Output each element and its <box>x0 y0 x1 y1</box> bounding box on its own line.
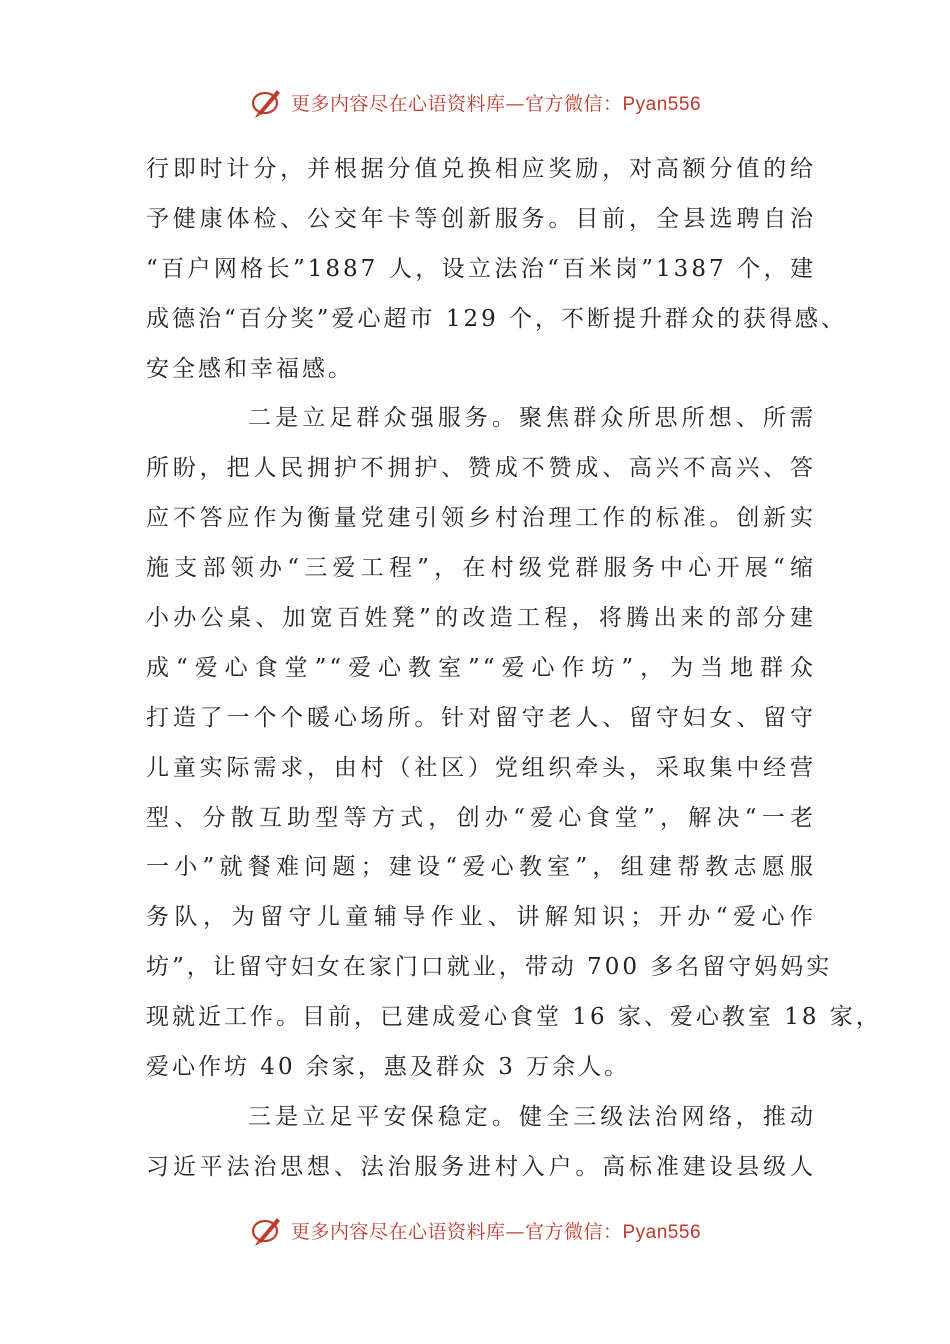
body-line-17: 坊”，让留守妇女在家门口就业，带动 700 多名留守妈妈实 <box>146 954 833 981</box>
body-line-6: 二是立足群众强服务。聚焦群众所思所想、所需 <box>248 405 816 432</box>
body-line-9: 施支部领办“三爱工程”，在村级党群服务中心开展“缩 <box>146 555 816 582</box>
footer-banner-inner <box>249 1212 701 1248</box>
body-line-7: 所盼，把人民拥护不拥护、赞成不赞成、高兴不高兴、答 <box>146 455 816 482</box>
quill-pen-logo-icon <box>249 1212 285 1248</box>
quill-pen-logo-icon <box>249 84 285 120</box>
body-line-10: 小办公桌、加宽百姓凳”的改造工程，将腾出来的部分建 <box>146 605 816 632</box>
document-body <box>146 145 882 1193</box>
body-line-20: 三是立足平安保稳定。健全三级法治网络，推动 <box>248 1103 816 1130</box>
footer-wechat-id: Pyan556 <box>622 1221 702 1243</box>
body-line-3: “百户网格长”1887 人，设立法治“百米岗”1387 个，建 <box>146 255 816 282</box>
body-line-11: 成“爱心食堂”“爱心教室”“爱心作坊”，为当地群众 <box>146 654 816 681</box>
body-line-21: 习近平法治思想、法治服务进村入户。高标准建设县级人 <box>146 1153 816 1180</box>
body-line-13: 儿童实际需求，由村（社区）党组织牵头，采取集中经营 <box>146 754 816 781</box>
body-line-8: 应不答应作为衡量党建引领乡村治理工作的标准。创新实 <box>146 505 816 532</box>
body-line-19: 爱心作坊 40 余家，惠及群众 3 万余人。 <box>146 1054 631 1081</box>
body-line-2: 予健康体检、公交年卡等创新服务。目前，全县选聘自治 <box>146 205 816 232</box>
body-line-16: 务队，为留守儿童辅导作业、讲解知识；开办“爱心作 <box>146 904 816 931</box>
body-line-12: 打造了一个个暖心场所。针对留守老人、留守妇女、留守 <box>146 704 816 731</box>
body-line-4: 成德治“百分奖”爱心超市 129 个，不断提升群众的获得感、 <box>146 305 848 332</box>
body-line-18: 现就近工作。目前，已建成爱心食堂 16 家、爱心教室 18 家， <box>146 1004 882 1031</box>
body-line-1: 行即时计分，并根据分值兑换相应奖励，对高额分值的给 <box>146 156 816 182</box>
header-banner <box>0 82 950 122</box>
header-wechat-id: Pyan556 <box>622 93 702 115</box>
footer-banner <box>0 1210 950 1250</box>
header-banner-inner <box>249 84 701 120</box>
footer-banner-text: 更多内容尽在心语资料库—官方微信：Pyan556 <box>290 1220 702 1243</box>
body-line-14: 型、分散互助型等方式，创办“爱心食堂”，解决“一老 <box>146 804 816 831</box>
body-line-5: 安全感和幸福感。 <box>146 355 354 382</box>
header-banner-text: 更多内容尽在心语资料库—官方微信：Pyan556 <box>290 92 702 115</box>
body-line-15: 一小”就餐难问题；建设“爱心教室”，组建帮教志愿服 <box>146 854 816 881</box>
